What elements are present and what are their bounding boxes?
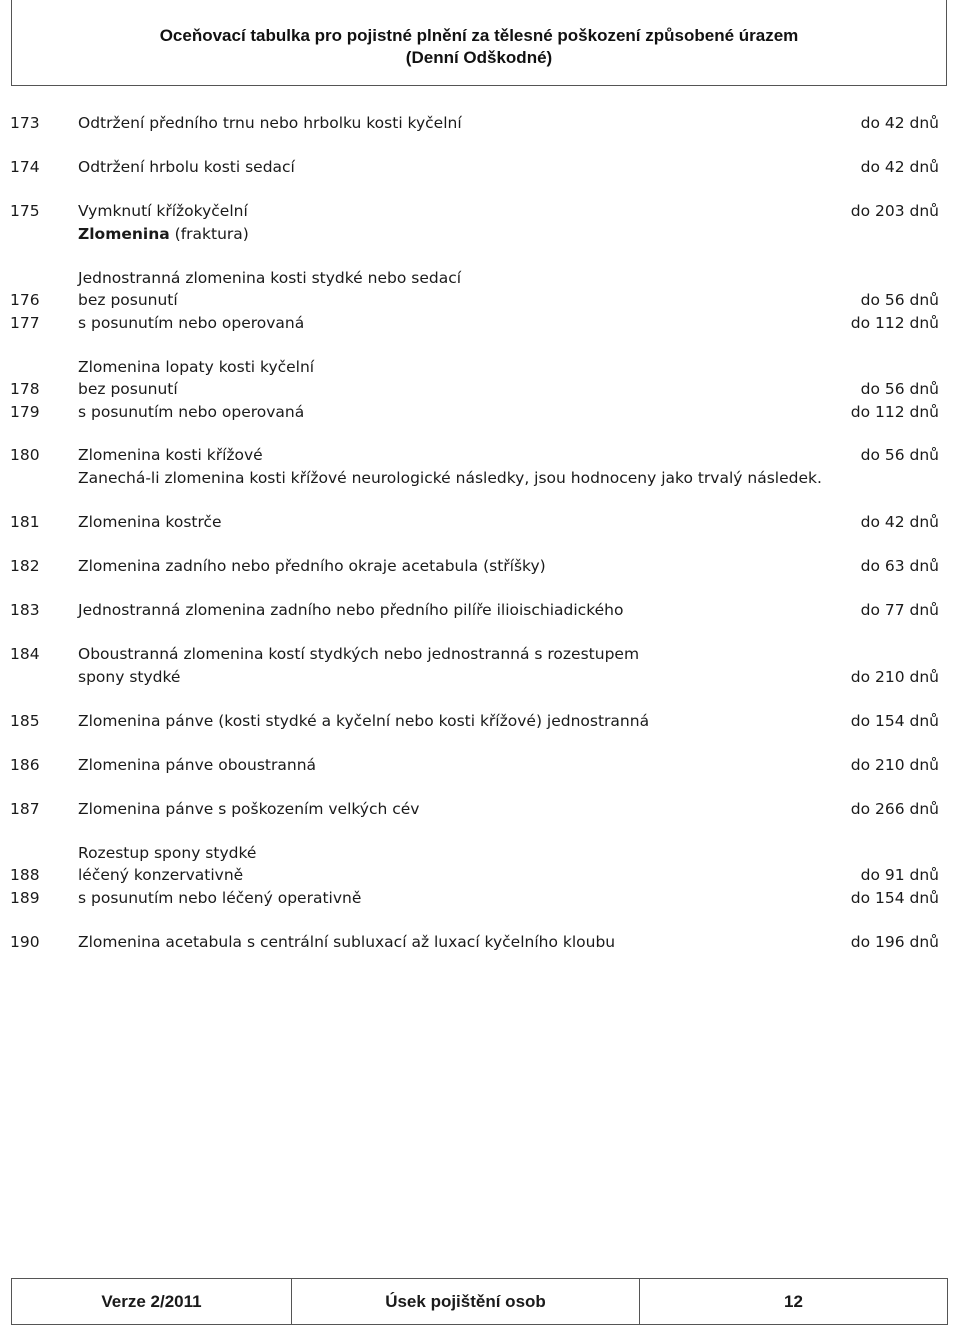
table-row — [0, 112, 960, 134]
footer-page-number: 12 — [639, 1279, 947, 1324]
row-number: 177 — [10, 314, 40, 332]
row-number: 188 — [10, 866, 40, 884]
row-duration: do 56 dnů — [860, 380, 939, 398]
row-number: 190 — [10, 933, 40, 951]
table-row — [0, 444, 960, 466]
row-description: bez posunutí — [78, 291, 178, 309]
row-duration: do 63 dnů — [860, 557, 939, 575]
table-row — [0, 555, 960, 577]
table-row — [0, 666, 960, 688]
table-row — [0, 887, 960, 909]
row-number: 180 — [10, 446, 40, 464]
row-duration: do 154 dnů — [850, 889, 939, 907]
row-number: 183 — [10, 601, 40, 619]
row-description: Rozestup spony stydké — [78, 844, 257, 862]
header-title: Oceňovací tabulka pro pojistné plnění za tělesné poškození způsobené úrazem — [159, 26, 799, 45]
row-description — [78, 223, 249, 245]
footer-department: Úsek pojištění osob — [291, 1279, 639, 1324]
row-description: Jednostranná zlomenina zadního nebo předního pilíře ilioischiadického — [78, 601, 624, 619]
row-duration: do 91 dnů — [860, 866, 939, 884]
row-number: 187 — [10, 800, 40, 818]
table-row — [0, 289, 960, 311]
row-description: s posunutím nebo operovaná — [78, 403, 305, 421]
table-row — [0, 200, 960, 222]
row-description: Zlomenina pánve s poškozením velkých cév — [78, 800, 420, 818]
row-number: 189 — [10, 889, 40, 907]
page-header — [11, 0, 947, 86]
row-description-rest: (fraktura) — [169, 225, 249, 243]
row-duration: do 56 dnů — [860, 446, 939, 464]
row-description: Zanechá-li zlomenina kosti křížové neurologické následky, jsou hodnoceny jako trvalý následek. — [78, 469, 822, 487]
row-number: 179 — [10, 403, 40, 421]
row-duration: do 112 dnů — [850, 314, 939, 332]
row-number: 178 — [10, 380, 40, 398]
row-duration: do 154 dnů — [850, 712, 939, 730]
row-number: 173 — [10, 114, 40, 132]
table-row — [0, 156, 960, 178]
row-description: Odtržení předního trnu nebo hrbolku kosti kyčelní — [78, 114, 462, 132]
row-number: 181 — [10, 513, 40, 531]
table-row — [0, 599, 960, 621]
row-number: 185 — [10, 712, 40, 730]
row-number: 174 — [10, 158, 40, 176]
table-row — [0, 401, 960, 423]
row-description: Zlomenina acetabula s centrální subluxací až luxací kyčelního kloubu — [78, 933, 616, 951]
row-description: s posunutím nebo operovaná — [78, 314, 305, 332]
footer-version: Verze 2/2011 — [101, 1291, 202, 1311]
row-description: Zlomenina pánve (kosti stydké a kyčelní nebo kosti křížové) jednostranná — [78, 712, 650, 730]
row-description: Zlomenina kosti křížové — [78, 446, 263, 464]
row-number: 182 — [10, 557, 40, 575]
row-duration: do 112 dnů — [850, 403, 939, 421]
row-number: 184 — [10, 645, 40, 663]
row-duration: do 210 dnů — [850, 756, 939, 774]
row-duration: do 196 dnů — [850, 933, 939, 951]
table-row — [0, 312, 960, 334]
row-duration: do 210 dnů — [850, 668, 939, 686]
row-description: bez posunutí — [78, 380, 178, 398]
row-duration: do 56 dnů — [860, 291, 939, 309]
table-row — [0, 710, 960, 732]
table-row — [0, 864, 960, 886]
row-number: 176 — [10, 291, 40, 309]
row-description: Jednostranná zlomenina kosti stydké nebo sedací — [78, 269, 462, 287]
row-description: léčený konzervativně — [78, 866, 244, 884]
row-description: Zlomenina kostrče — [78, 513, 222, 531]
row-description: Zlomenina lopaty kosti kyčelní — [78, 358, 315, 376]
table-row — [0, 378, 960, 400]
table-row — [0, 356, 960, 378]
row-duration: do 77 dnů — [860, 601, 939, 619]
row-description-bold: Zlomenina — [78, 225, 170, 243]
table-row — [0, 754, 960, 776]
row-description: Vymknutí křížokyčelní — [78, 202, 248, 220]
row-description: Zlomenina pánve oboustranná — [78, 756, 317, 774]
row-duration: do 42 dnů — [860, 513, 939, 531]
table-row — [0, 798, 960, 820]
row-description: spony stydké — [78, 668, 181, 686]
table-row — [0, 511, 960, 533]
row-description: Odtržení hrbolu kosti sedací — [78, 158, 295, 176]
row-description: Oboustranná zlomenina kostí stydkých nebo jednostranná s rozestupem — [78, 645, 640, 663]
table-row — [0, 931, 960, 953]
row-duration: do 42 dnů — [860, 114, 939, 132]
table-row — [0, 267, 960, 289]
row-duration: do 203 dnů — [850, 202, 939, 220]
row-description: Zlomenina zadního nebo předního okraje acetabula (stříšky) — [78, 557, 546, 575]
row-number: 175 — [10, 202, 40, 220]
header-subtitle: (Denní Odškodné) — [405, 48, 553, 67]
table-row — [0, 467, 960, 489]
page-footer — [11, 1278, 948, 1325]
table-row — [0, 223, 960, 245]
row-number: 186 — [10, 756, 40, 774]
table-row — [0, 643, 960, 665]
row-duration: do 42 dnů — [860, 158, 939, 176]
row-duration: do 266 dnů — [850, 800, 939, 818]
table-row — [0, 842, 960, 864]
row-description: s posunutím nebo léčený operativně — [78, 889, 362, 907]
